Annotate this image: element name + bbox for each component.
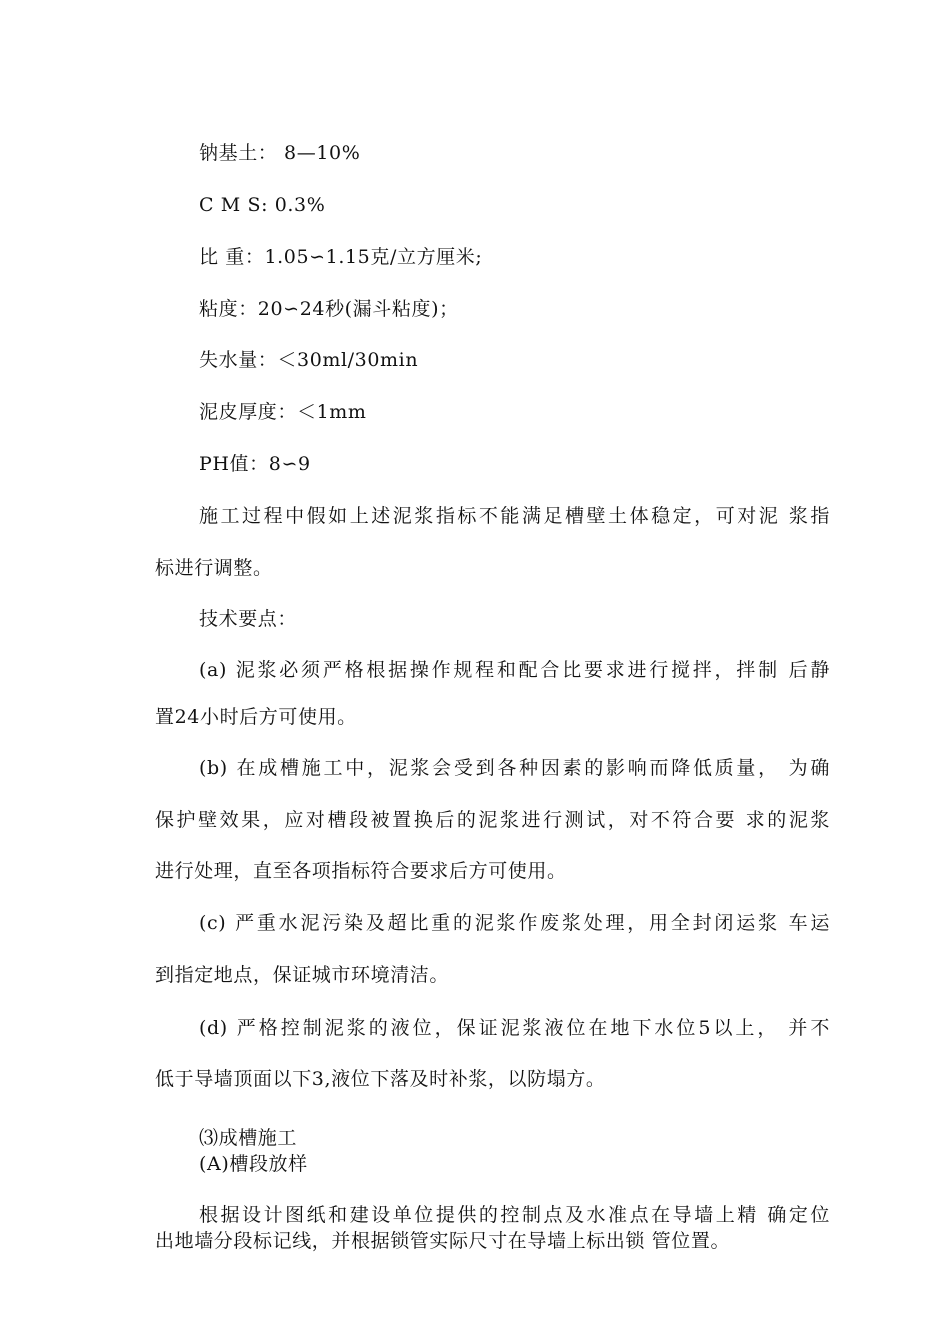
item-d-line1: (d) 严格控制泥浆的液位，保证泥浆液位在地下水位5以上， 并不 [199,1017,830,1039]
item-c-line2: 到指定地点，保证城市环境清洁。 [155,964,450,986]
item-b-line1: (b) 在成槽施工中，泥浆会受到各种因素的影响而降低质量， 为确 [199,757,830,779]
section-a-heading: (A)槽段放样 [199,1153,308,1175]
paragraph-adjust-line2: 标进行调整。 [155,557,273,579]
item-b-line3: 进行处理，直至各项指标符合要求后方可使用。 [155,860,567,882]
item-a-line2: 置24小时后方可使用。 [155,706,357,728]
tech-points-heading: 技术要点： [199,608,298,630]
item-a-line1: (a) 泥浆必须严格根据操作规程和配合比要求进行搅拌，拌制 后静 [199,659,830,681]
paragraph-adjust-line1: 施工过程中假如上述泥浆指标不能满足槽壁土体稳定，可对泥 浆指 [199,505,830,527]
param-cms: C M S: 0.3% [199,194,326,216]
item-d-line2: 低于导墙顶面以下3,液位下落及时补浆，以防塌方。 [155,1068,606,1090]
paragraph-layout-line2: 出地墙分段标记线，并根据锁管实际尺寸在导墙上标出锁 管位置。 [155,1230,731,1252]
param-mud-cake-thickness: 泥皮厚度：＜1mm [199,401,367,423]
param-ph-value: PH值：8∽9 [199,453,311,475]
paragraph-layout-line1: 根据设计图纸和建设单位提供的控制点及水准点在导墙上精 确定位 [199,1204,830,1226]
item-c-line1: (c) 严重水泥污染及超比重的泥浆作废浆处理，用全封闭运浆 车运 [199,912,830,934]
item-b-line2: 保护壁效果，应对槽段被置换后的泥浆进行测试，对不符合要 求的泥浆 [155,809,830,831]
section-3-heading: ⑶成槽施工 [199,1127,298,1149]
param-water-loss: 失水量：＜30ml/30min [199,349,419,371]
param-viscosity: 粘度：20∽24秒(漏斗粘度)； [199,298,459,320]
param-specific-gravity: 比 重：1.05∽1.15克/立方厘米; [199,246,483,268]
param-sodium-bentonite: 钠基土： 8—10% [199,142,361,164]
